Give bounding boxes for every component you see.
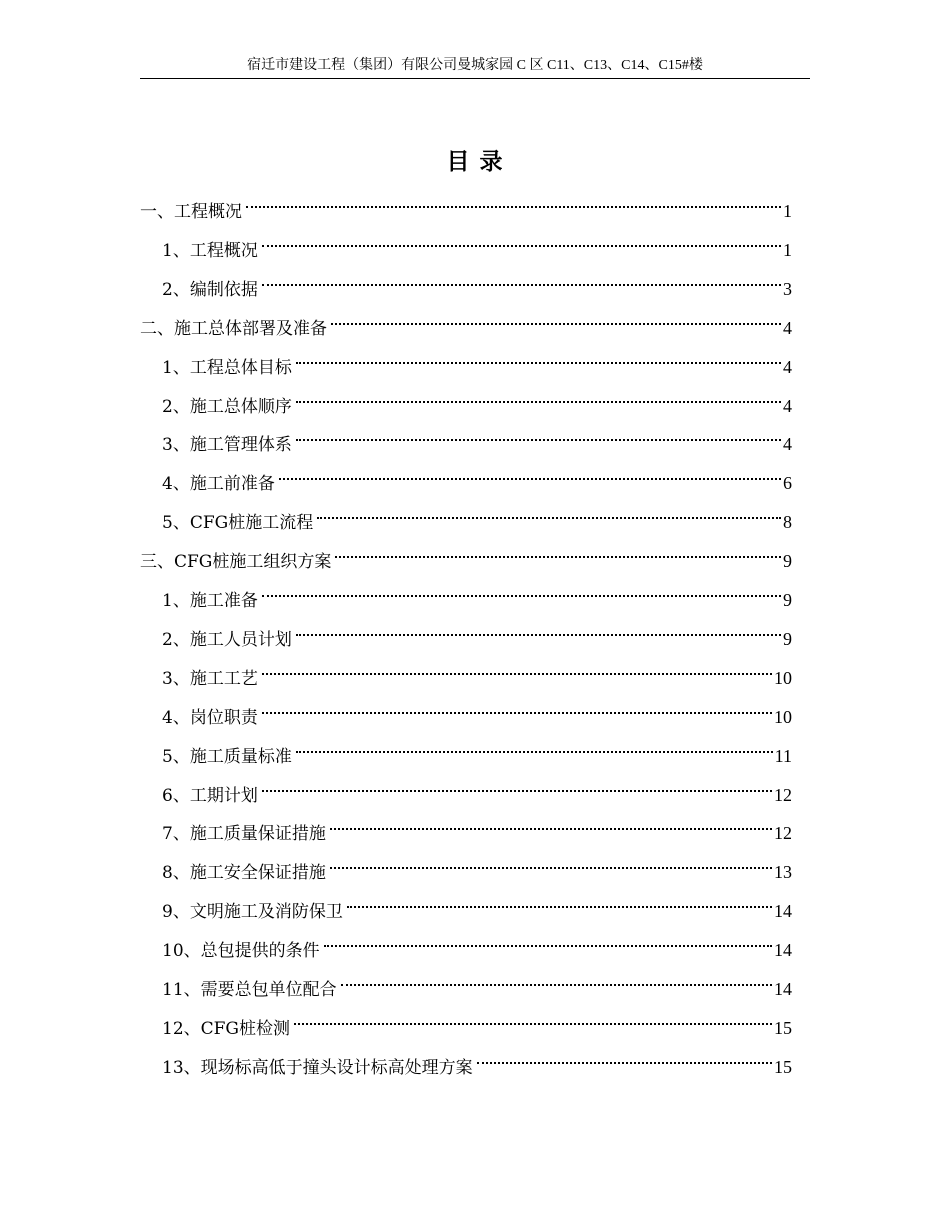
toc-entry[interactable]	[140, 548, 792, 574]
toc-dot-leader	[279, 478, 781, 480]
toc-entry-page-number: 15	[774, 1017, 792, 1038]
toc-entry-label: 4、施工前准备	[162, 474, 275, 495]
toc-entry-label: 7、施工质量保证措施	[162, 824, 326, 845]
toc-dot-leader	[324, 945, 772, 947]
toc-entry[interactable]	[162, 470, 792, 496]
toc-dot-leader	[296, 751, 773, 753]
toc-dot-leader	[296, 362, 781, 364]
toc-entry-label: 6、工期计划	[162, 785, 258, 806]
toc-entry-label: 8、施工安全保证措施	[162, 863, 326, 884]
toc-entry-page-number: 9	[783, 628, 792, 649]
toc-entry-label: 1、工程概况	[162, 240, 258, 261]
toc-entry[interactable]	[162, 587, 792, 613]
toc-entry-page-number: 6	[783, 473, 792, 494]
toc-entry-page-number: 4	[783, 395, 792, 416]
toc-entry[interactable]	[140, 198, 792, 224]
toc-dot-leader	[262, 673, 772, 675]
toc-entry-label: 10、总包提供的条件	[162, 941, 320, 962]
toc-entry[interactable]	[162, 354, 792, 380]
toc-entry-page-number: 9	[783, 551, 792, 572]
toc-dot-leader	[262, 712, 772, 714]
toc-entry-page-number: 1	[783, 239, 792, 260]
toc-entry[interactable]	[162, 782, 792, 808]
toc-dot-leader	[296, 634, 781, 636]
toc-entry[interactable]	[162, 743, 792, 769]
toc-entry-page-number: 12	[774, 823, 792, 844]
toc-title: 目 录	[446, 149, 504, 175]
toc-dot-leader	[262, 245, 781, 247]
toc-entry-label: 3、施工管理体系	[162, 435, 292, 456]
toc-dot-leader	[294, 1023, 772, 1025]
toc-entry-label: 二、施工总体部署及准备	[140, 318, 327, 339]
toc-dot-leader	[331, 323, 781, 325]
toc-dot-leader	[317, 517, 781, 519]
toc-entry[interactable]	[162, 626, 792, 652]
toc-entry-page-number: 9	[783, 590, 792, 610]
toc-entry-page-number: 14	[774, 940, 792, 961]
toc-entry[interactable]	[162, 431, 792, 457]
toc-dot-leader	[330, 828, 772, 830]
toc-entry-label: 2、编制依据	[162, 279, 258, 300]
toc-entry-label: 5、CFG桩施工流程	[162, 513, 314, 534]
toc-entry-page-number: 10	[774, 706, 792, 727]
toc-dot-leader	[296, 439, 781, 441]
page-header: 宿迁市建设工程（集团）有限公司曼城家园 C 区 C11、C13、C14、C15#楼	[140, 56, 810, 79]
toc-entry[interactable]	[162, 859, 792, 885]
toc-entry[interactable]	[162, 1054, 792, 1080]
toc-entry-label: 2、施工总体顺序	[162, 396, 292, 417]
toc-entry-label: 9、文明施工及消防保卫	[162, 902, 343, 923]
toc-entry[interactable]	[162, 237, 792, 263]
toc-dot-leader	[477, 1062, 772, 1064]
toc-entry[interactable]	[140, 315, 792, 341]
toc-entry-page-number: 4	[783, 356, 792, 377]
toc-entry[interactable]	[162, 704, 792, 730]
toc-entry-label: 3、施工工艺	[162, 668, 258, 689]
toc-entry-page-number: 8	[783, 512, 792, 533]
toc-entry[interactable]	[162, 937, 792, 963]
toc-entry-page-number: 14	[774, 979, 792, 999]
toc-entry-page-number: 10	[774, 667, 792, 688]
toc-entry-page-number: 3	[783, 278, 792, 299]
toc-entry-page-number: 4	[783, 317, 792, 338]
toc-entry-page-number: 15	[774, 1056, 792, 1077]
toc-entry-label: 11、需要总包单位配合	[162, 980, 337, 1000]
toc-entry-label: 三、CFG桩施工组织方案	[140, 552, 332, 573]
toc-entry-label: 5、施工质量标准	[162, 746, 292, 767]
toc-dot-leader	[335, 556, 781, 558]
toc-dot-leader	[341, 984, 772, 986]
toc-entry-page-number: 11	[774, 745, 792, 766]
toc-entry-page-number: 14	[774, 901, 792, 922]
toc-dot-leader	[330, 867, 772, 869]
toc-entry[interactable]	[162, 976, 792, 1002]
toc-entry-label: 12、CFG桩检测	[162, 1018, 291, 1039]
toc-dot-leader	[296, 401, 781, 403]
toc-dot-leader	[262, 790, 772, 792]
toc-entry-page-number: 4	[783, 434, 792, 455]
toc-entry-label: 1、工程总体目标	[162, 357, 292, 378]
toc-entry[interactable]	[162, 1015, 792, 1041]
toc-dot-leader	[262, 284, 781, 286]
toc-entry[interactable]	[162, 820, 792, 846]
toc-entry-label: 13、现场标高低于撞头设计标高处理方案	[162, 1057, 473, 1078]
toc-entry-page-number: 13	[774, 862, 792, 883]
toc-dot-leader	[347, 906, 772, 908]
toc-entry-label: 1、施工准备	[162, 591, 258, 611]
toc-entry-page-number: 12	[774, 784, 792, 805]
toc-entry-page-number: 1	[783, 201, 792, 221]
toc-entry[interactable]	[162, 393, 792, 419]
toc-entry[interactable]	[162, 665, 792, 691]
toc-entry-label: 4、岗位职责	[162, 707, 258, 728]
toc-entry-label: 一、工程概况	[140, 202, 242, 222]
toc-entry[interactable]	[162, 898, 792, 924]
toc-dot-leader	[246, 206, 781, 208]
toc-dot-leader	[262, 595, 781, 597]
toc-entry-label: 2、施工人员计划	[162, 629, 292, 650]
toc-entry[interactable]	[162, 276, 792, 302]
toc-entry[interactable]	[162, 509, 792, 535]
